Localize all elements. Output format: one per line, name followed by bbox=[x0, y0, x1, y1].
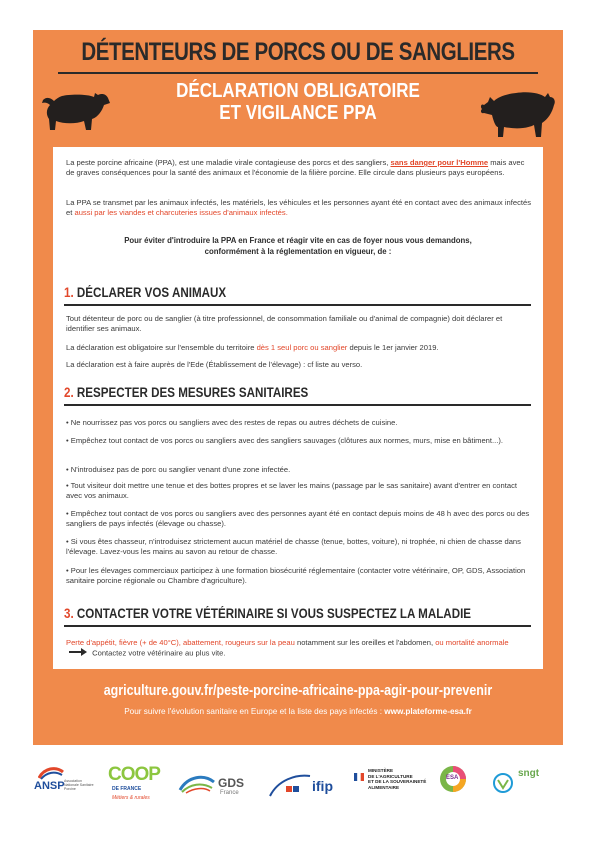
declaration-text: La déclaration est obligatoire sur l'ensemble du territoire bbox=[66, 343, 255, 352]
section-1-paragraph-3: La déclaration est à faire auprès de l'Ede (Établissement de l'élevage) : cf liste au verso. bbox=[66, 360, 363, 369]
intro-text: La peste porcine africaine (PPA), est une maladie virale contagieuse des porcs et des sangliers, bbox=[66, 158, 389, 167]
follow-line bbox=[33, 707, 563, 716]
partner-logos bbox=[30, 762, 570, 812]
esa-text: ESA bbox=[446, 775, 459, 781]
pig-silhouette-icon bbox=[40, 85, 112, 135]
subtitle-line-1: DÉCLARATION OBLIGATOIRE bbox=[176, 80, 420, 102]
coop-text: COOP bbox=[108, 764, 160, 785]
ifip-logo bbox=[268, 762, 348, 812]
transmission-text: La PPA se transmet par les animaux infectés, les matériels, les véhicules et les personnes ayant été en contact avec des animaux infectés et bbox=[66, 198, 532, 217]
ifip-text: ifip bbox=[312, 778, 333, 794]
ministere-line: ALIMENTAIRE bbox=[368, 784, 400, 790]
section-3-heading bbox=[64, 606, 471, 626]
list-item: • Si vous êtes chasseur, n'introduisez strictement aucun matériel de chasse (tenue, bottes, voiture), ni trophée, ni chien de chasse dans l'élevage. Lavez-vous les mains au savon au retour de chasse. bbox=[66, 537, 531, 557]
ministere-agriculture-logo bbox=[352, 762, 428, 812]
anspp-text: ANSP bbox=[34, 780, 65, 792]
follow-text: Pour suivre l'évolution sanitaire en Europe et la liste des pays infectés : bbox=[124, 707, 382, 716]
list-item: • Ne nourrissez pas vos porcs ou sangliers avec des restes de repas ou autres déchets de cuisine. bbox=[66, 418, 531, 428]
intro-paragraph-1 bbox=[66, 158, 531, 178]
symptoms-paragraph bbox=[66, 638, 531, 659]
website-url[interactable]: agriculture.gouv.fr/peste-porcine-africaine-ppa-agir-pour-prevenir bbox=[103, 683, 493, 699]
subtitle-line-2: ET VIGILANCE PPA bbox=[219, 102, 377, 124]
request-text bbox=[70, 235, 526, 257]
list-item: • Empêchez tout contact de vos porcs ou sangliers avec des personnes ayant été en contact depuis moins de 48 h avec des porcs ou des sangliers de pays infectés (élevage ou chasse). bbox=[66, 509, 531, 529]
coop-tagline: Métiers & rurales bbox=[112, 795, 150, 801]
list-item: • Empêchez tout contact de vos porcs ou sangliers avec des sangliers sauvages (clôtures aux normes, murs, mise en bâtiment...). bbox=[66, 436, 531, 446]
coop-subtext: DE FRANCE bbox=[112, 786, 142, 792]
main-title: DÉTENTEURS DE PORCS OU DE SANGLIERS bbox=[81, 38, 515, 66]
ministere-line: ET DE LA SOUVERAINETÉ bbox=[368, 779, 427, 784]
section-2-heading bbox=[64, 385, 308, 405]
marianne-icon bbox=[354, 768, 364, 776]
anspp-subtext: Association Nationale Sanitaire Porcine bbox=[64, 779, 94, 791]
contact-vet-text: Contactez votre vétérinaire au plus vite. bbox=[92, 648, 226, 658]
section-number: 3. bbox=[64, 606, 74, 621]
intro-paragraph-2 bbox=[66, 198, 531, 218]
mortality-highlight: ou mortalité anormale bbox=[435, 638, 509, 647]
section-title: CONTACTER VOTRE VÉTÉRINAIRE SI VOUS SUSPECTEZ LA MALADIE bbox=[76, 606, 472, 621]
gds-text: GDS bbox=[218, 776, 245, 790]
meat-highlight: aussi par les viandes et charcuteries issues d'animaux infectés. bbox=[74, 208, 288, 217]
list-item: • Pour les élevages commerciaux participez à une formation biosécurité réglementaire (contacter votre vétérinaire, OP, GDS, Association sanitaire porcine régionale ou Chambre d'agriculture). bbox=[66, 566, 531, 586]
subtitle bbox=[147, 80, 450, 124]
intro-text: mais avec de graves conséquences pour la santé des animaux et l'économie de la filière porcine. Elle circule dans plusieurs pays européens. bbox=[66, 158, 525, 177]
gds-france-logo bbox=[176, 762, 256, 812]
symptoms-text: notamment sur les oreilles et l'abdomen, bbox=[296, 638, 434, 647]
ministere-text bbox=[368, 768, 426, 790]
anspp-logo bbox=[32, 762, 94, 812]
section-title: RESPECTER DES MESURES SANITAIRES bbox=[76, 385, 309, 400]
esa-logo bbox=[434, 762, 484, 812]
gds-subtext: France bbox=[220, 790, 239, 796]
section-1-paragraph-1: Tout détenteur de porc ou de sanglier (à titre professionnel, de consommation familiale ou d'animal de compagnie) doit déclarer et identifier ses animaux. bbox=[66, 314, 503, 333]
sngtv-logo bbox=[492, 762, 568, 812]
section-title: DÉCLARER VOS ANIMAUX bbox=[76, 285, 227, 300]
section-1-heading bbox=[64, 285, 226, 305]
one-pig-highlight: dès 1 seul porc ou sanglier bbox=[256, 343, 348, 352]
declaration-date: depuis le 1er janvier 2019. bbox=[349, 343, 439, 352]
coop-de-france-logo bbox=[106, 762, 166, 812]
arrow-right-icon bbox=[69, 648, 87, 659]
no-danger-highlight: sans danger pour l'Homme bbox=[390, 158, 489, 167]
plateforme-esa-link[interactable]: www.plateforme-esa.fr bbox=[384, 707, 472, 716]
request-line-1: Pour éviter d'introduire la PPA en France et réagir vite en cas de foyer nous vous demandons, bbox=[124, 236, 472, 245]
boar-silhouette-icon bbox=[478, 85, 558, 139]
request-line-2: conformément à la réglementation en vigueur, de : bbox=[204, 247, 392, 256]
section-1-paragraph-2 bbox=[66, 343, 531, 353]
section-3-rule bbox=[64, 625, 531, 627]
section-1-rule bbox=[64, 304, 531, 306]
sngtv-text: sngt bbox=[518, 768, 540, 779]
ministere-line: DE L'AGRICULTURE bbox=[368, 773, 413, 779]
section-number: 1. bbox=[64, 285, 74, 300]
ministere-line: MINISTÈRE bbox=[368, 768, 394, 773]
list-item: • Tout visiteur doit mettre une tenue et des bottes propres et se laver les mains (passage par le sas sanitaire) avant d'entrer en contact avec vos animaux. bbox=[66, 481, 531, 501]
list-item: • N'introduisez pas de porc ou sanglier venant d'une zone infectée. bbox=[66, 465, 531, 475]
content-panel bbox=[53, 147, 543, 669]
section-2-rule bbox=[64, 404, 531, 406]
section-number: 2. bbox=[64, 385, 74, 400]
symptoms-highlight: Perte d'appétit, fièvre (+ de 40°C), abattement, rougeurs sur la peau bbox=[66, 638, 295, 647]
title-divider bbox=[58, 72, 538, 74]
